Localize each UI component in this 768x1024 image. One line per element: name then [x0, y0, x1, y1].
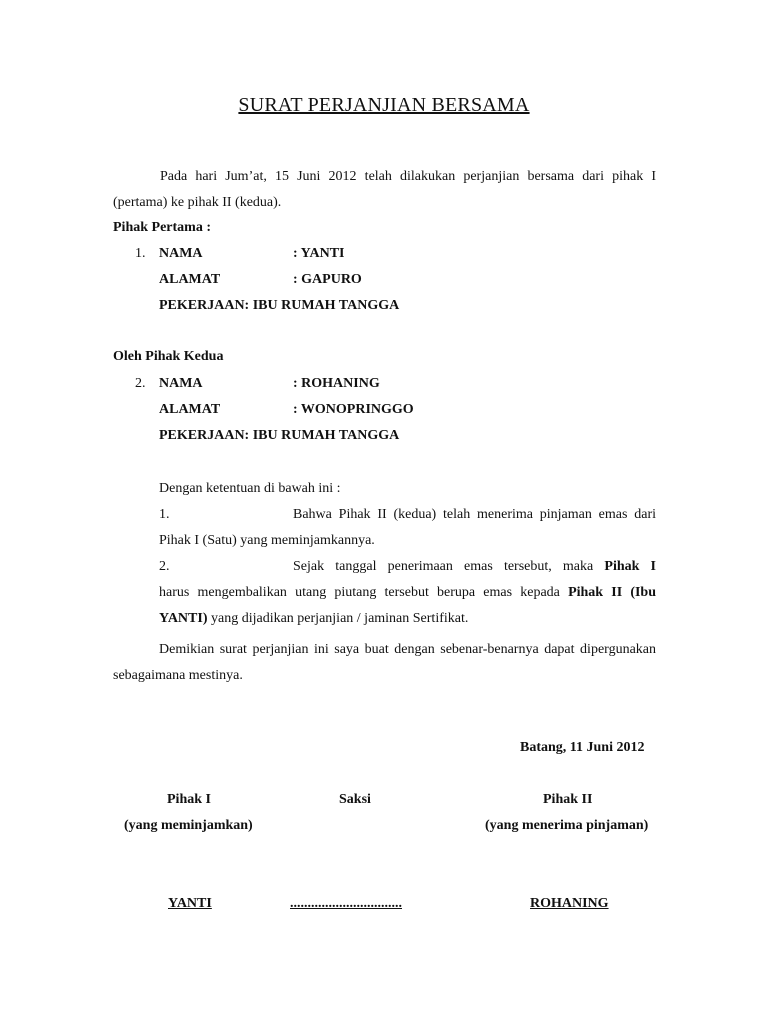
alamat-label: ALAMAT	[159, 272, 221, 287]
ketentuan-line	[159, 611, 468, 627]
saksi-label: Saksi	[339, 792, 371, 807]
alamat-label: ALAMAT	[159, 402, 221, 417]
nama-value: : YANTI	[293, 246, 345, 261]
nama-label: NAMA	[159, 246, 203, 261]
alamat-value: : GAPURO	[293, 272, 362, 287]
ketentuan-number: 2.	[159, 559, 170, 574]
ketentuan-text	[293, 559, 656, 575]
document-title: SURAT PERJANJIAN BERSAMA	[238, 94, 530, 116]
ketentuan-line	[159, 585, 656, 601]
pihak-ref: Pihak I	[604, 559, 656, 574]
pihak1-role: (yang meminjamkan)	[124, 818, 253, 833]
intro-paragraph: Pada hari Jum’at, 15 Juni 2012 telah dilakukan perjanjian bersama dari pihak I (pertama) ke pihak II (kedua).	[113, 169, 656, 210]
nama-label: NAMA	[159, 376, 203, 391]
pihak2-signature-name: ROHANING	[530, 896, 609, 911]
ketentuan-text-part: harus mengembalikan utang piutang tersebut berupa emas kepada	[159, 585, 560, 600]
saksi-signature-blank: ................................	[290, 896, 402, 911]
ketentuan-continuation: Pihak I (Satu) yang meminjamkannya.	[159, 533, 375, 548]
pihak-kedua-heading: Oleh Pihak Kedua	[113, 349, 224, 364]
nama-value: : ROHANING	[293, 376, 380, 391]
place-date: Batang, 11 Juni 2012	[520, 740, 645, 755]
ketentuan-heading: Dengan ketentuan di bawah ini :	[159, 481, 341, 496]
pihak2-label: Pihak II	[543, 792, 593, 807]
ketentuan-text-part: yang dijadikan perjanjian / jaminan Sertifikat.	[207, 611, 469, 626]
closing-paragraph: Demikian surat perjanjian ini saya buat dengan sebenar-benarnya dapat dipergunakan sebagaimana mestinya.	[113, 642, 656, 683]
alamat-value: : WONOPRINGGO	[293, 402, 414, 417]
list-number: 1.	[135, 246, 146, 261]
list-number: 2.	[135, 376, 146, 391]
pihak-pertama-heading: Pihak Pertama :	[113, 220, 211, 235]
pihak2-role: (yang menerima pinjaman)	[485, 818, 649, 833]
ketentuan-text-part: Sejak tanggal penerimaan emas tersebut, maka	[293, 559, 594, 574]
pihak1-signature-name: YANTI	[168, 896, 212, 911]
pekerjaan-line: PEKERJAAN: IBU RUMAH TANGGA	[159, 298, 400, 313]
ketentuan-text: Bahwa Pihak II (kedua) telah menerima pinjaman emas dari	[293, 507, 656, 522]
pihak1-label: Pihak I	[167, 792, 211, 807]
pihak-ref: Pihak II (Ibu	[568, 585, 657, 600]
ketentuan-number: 1.	[159, 507, 170, 522]
pekerjaan-line: PEKERJAAN: IBU RUMAH TANGGA	[159, 428, 400, 443]
pihak-ref: YANTI)	[159, 611, 208, 626]
